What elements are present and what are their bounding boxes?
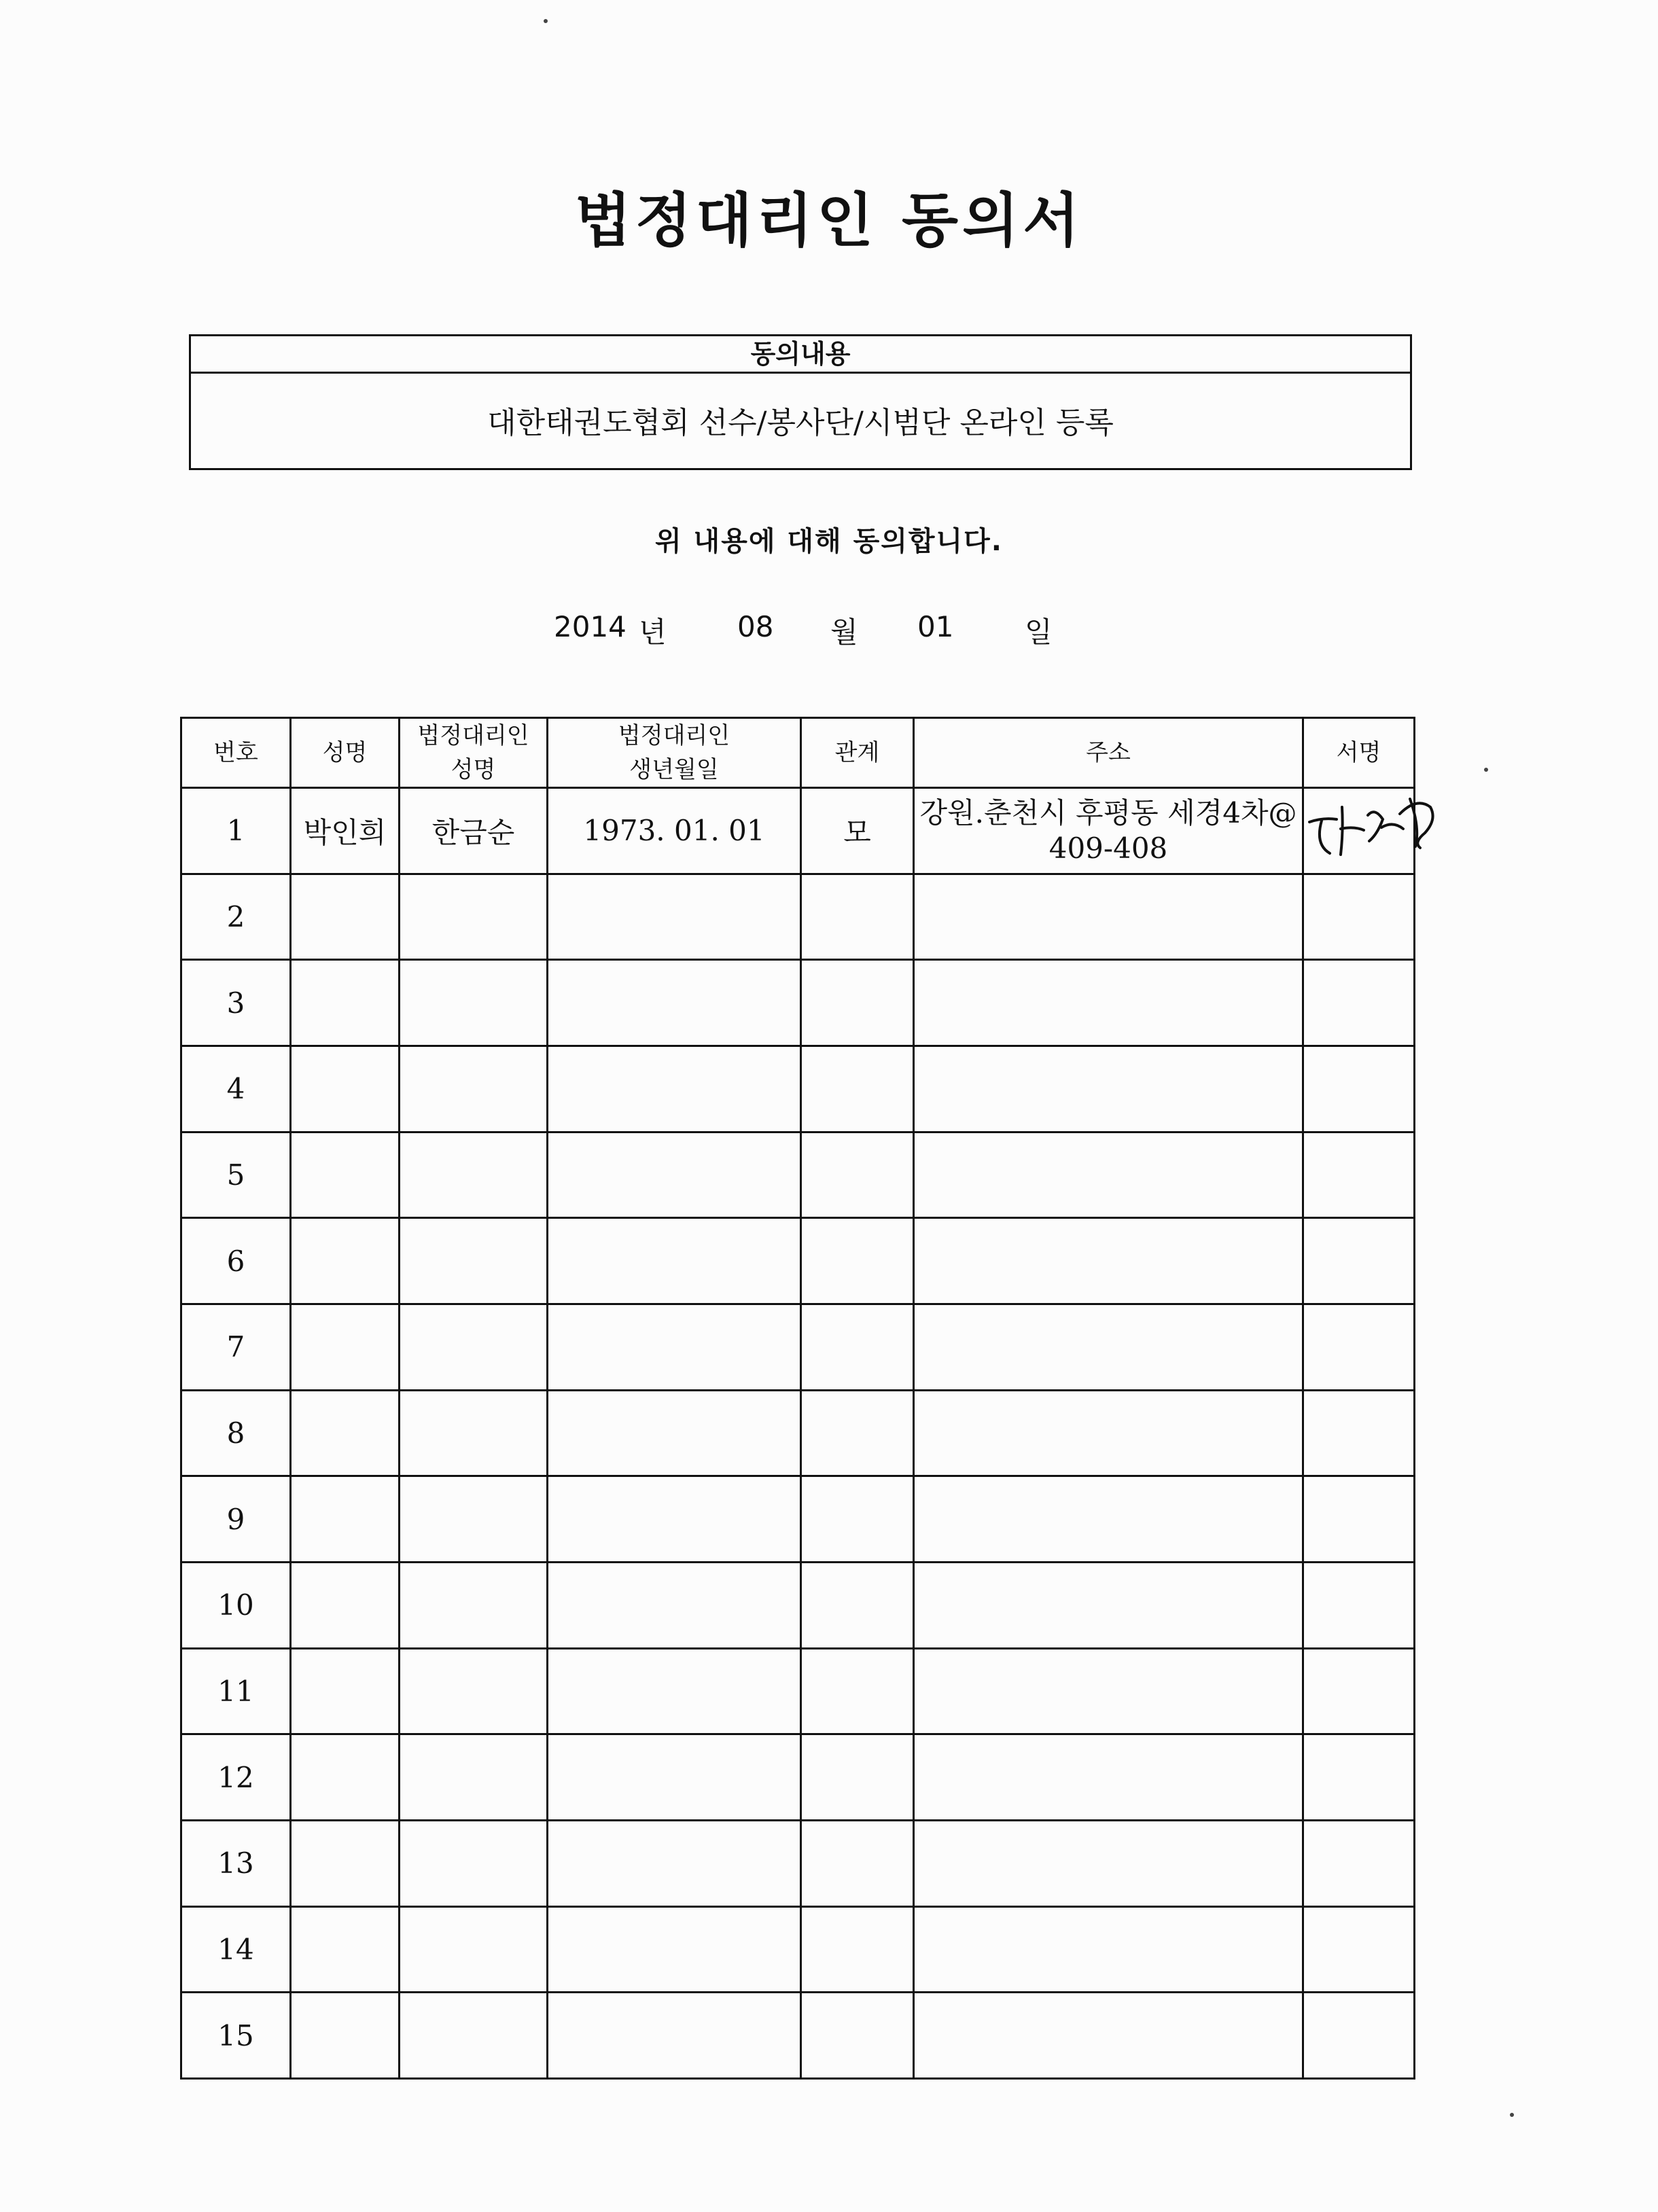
- table-row: [181, 1820, 1415, 1906]
- cell-no: 7: [181, 1304, 291, 1390]
- cell-address: [914, 874, 1303, 960]
- cell-signature: [1303, 1562, 1415, 1648]
- cell-no: 5: [181, 1132, 291, 1218]
- cell-signature: [1303, 1906, 1415, 1993]
- header-no: 번호: [181, 718, 291, 788]
- cell-no: 12: [181, 1734, 291, 1821]
- cell-no: 9: [181, 1476, 291, 1563]
- cell-rep-birth: [548, 960, 801, 1046]
- cell-rep-name: [400, 960, 548, 1046]
- cell-rep-birth: [548, 1562, 801, 1648]
- handwritten-signature: [1301, 780, 1458, 868]
- consent-box: [189, 334, 1412, 470]
- agreement-text: 위 내용에 대해 동의합니다.: [654, 526, 1003, 557]
- cell-rep-birth: [548, 1390, 801, 1476]
- cell-signature: [1303, 1304, 1415, 1390]
- table-row: [181, 1906, 1415, 1993]
- scan-speck: [544, 19, 548, 23]
- cell-signature: [1303, 1046, 1415, 1132]
- table-header-row: [181, 718, 1415, 788]
- header-rep-birth: [548, 718, 801, 788]
- cell-name: [291, 1820, 400, 1906]
- cell-address: [914, 1046, 1303, 1132]
- cell-relation: [801, 1906, 914, 1993]
- cell-relation: [801, 1218, 914, 1304]
- cell-rep-birth: [548, 1046, 801, 1132]
- cell-rep-birth: [548, 1734, 801, 1821]
- header-rep-name-line1: 법정대리인: [417, 722, 529, 749]
- cell-name: [291, 1046, 400, 1132]
- cell-rep-name: [400, 1304, 548, 1390]
- cell-rep-birth: [548, 1993, 801, 2079]
- cell-name: [291, 1906, 400, 1993]
- cell-rep-birth: [548, 874, 801, 960]
- cell-address: [914, 1734, 1303, 1821]
- cell-name: [291, 1993, 400, 2079]
- table-row: [181, 1562, 1415, 1648]
- scan-speck: [1510, 2113, 1514, 2117]
- cell-address: [914, 1993, 1303, 2079]
- cell-relation: [801, 1132, 914, 1218]
- cell-address: [914, 1390, 1303, 1476]
- header-address: 주소: [914, 718, 1303, 788]
- cell-rep-birth: [548, 1218, 801, 1304]
- header-rep-birth-line2: 생년월일: [629, 756, 719, 783]
- cell-name: [291, 1304, 400, 1390]
- cell-no: 2: [181, 874, 291, 960]
- cell-rep-birth: [548, 1906, 801, 1993]
- cell-no: 1: [181, 788, 291, 874]
- header-signature: 서명: [1303, 718, 1415, 788]
- table-row: [181, 1648, 1415, 1734]
- cell-name: [291, 1218, 400, 1304]
- cell-signature: [1303, 960, 1415, 1046]
- cell-relation: [801, 960, 914, 1046]
- cell-signature: [1303, 874, 1415, 960]
- table-row: [181, 874, 1415, 960]
- date-month-unit: 월: [830, 616, 858, 649]
- cell-name: [291, 1648, 400, 1734]
- cell-rep-birth: 1973. 01. 01: [548, 788, 801, 874]
- cell-relation: 모: [801, 788, 914, 874]
- cell-rep-name: [400, 1390, 548, 1476]
- cell-rep-birth: [548, 1304, 801, 1390]
- cell-address: [914, 1132, 1303, 1218]
- scan-speck: [1484, 768, 1488, 772]
- cell-name: [291, 874, 400, 960]
- header-rep-birth-line1: 법정대리인: [618, 722, 730, 749]
- table-body: [181, 788, 1415, 2079]
- cell-signature: [1303, 1648, 1415, 1734]
- cell-no: 10: [181, 1562, 291, 1648]
- cell-relation: [801, 1046, 914, 1132]
- cell-signature: [1303, 1734, 1415, 1821]
- date-month: 08: [737, 610, 774, 643]
- cell-signature: [1303, 1820, 1415, 1906]
- cell-relation: [801, 1304, 914, 1390]
- date-year: 2014: [554, 610, 627, 643]
- cell-name: [291, 960, 400, 1046]
- table-row: [181, 788, 1415, 874]
- cell-rep-name: [400, 1562, 548, 1648]
- table-row: [181, 1476, 1415, 1563]
- cell-rep-name: [400, 874, 548, 960]
- cell-no: 13: [181, 1820, 291, 1906]
- document-title: 법정대리인 동의서: [574, 187, 1084, 255]
- cell-rep-birth: [548, 1132, 801, 1218]
- cell-relation: [801, 874, 914, 960]
- cell-name: [291, 1734, 400, 1821]
- cell-address: [914, 1476, 1303, 1563]
- cell-address-line2: 409-408: [1048, 831, 1168, 865]
- cell-no: 8: [181, 1390, 291, 1476]
- cell-address: [914, 1820, 1303, 1906]
- cell-rep-name: [400, 1993, 548, 2079]
- table-row: [181, 1390, 1415, 1476]
- cell-relation: [801, 1993, 914, 2079]
- header-name: 성명: [291, 718, 400, 788]
- date-day: 01: [917, 610, 954, 643]
- cell-relation: [801, 1390, 914, 1476]
- cell-address: [914, 1906, 1303, 1993]
- cell-rep-name: [400, 1820, 548, 1906]
- cell-rep-birth: [548, 1648, 801, 1734]
- cell-rep-name: [400, 1648, 548, 1734]
- cell-name: 박인희: [291, 788, 400, 874]
- cell-no: 4: [181, 1046, 291, 1132]
- cell-no: 6: [181, 1218, 291, 1304]
- cell-name: [291, 1390, 400, 1476]
- cell-relation: [801, 1648, 914, 1734]
- cell-rep-name: [400, 1906, 548, 1993]
- cell-relation: [801, 1734, 914, 1821]
- representative-table: [180, 717, 1415, 2080]
- cell-signature: [1303, 1132, 1415, 1218]
- cell-name: [291, 1562, 400, 1648]
- cell-rep-birth: [548, 1820, 801, 1906]
- cell-relation: [801, 1562, 914, 1648]
- cell-rep-name: [400, 1218, 548, 1304]
- cell-address: [914, 1218, 1303, 1304]
- cell-signature: [1303, 1993, 1415, 2079]
- cell-address: [914, 960, 1303, 1046]
- cell-rep-name: [400, 1476, 548, 1563]
- cell-relation: [801, 1476, 914, 1563]
- cell-address-line1: 강원.춘천시 후평동 세경4차@: [919, 796, 1297, 830]
- cell-address: [914, 1648, 1303, 1734]
- cell-address: [914, 1304, 1303, 1390]
- cell-rep-name: 한금순: [400, 788, 548, 874]
- cell-relation: [801, 1820, 914, 1906]
- cell-name: [291, 1132, 400, 1218]
- date-day-unit: 일: [1025, 616, 1053, 649]
- table-row: [181, 1046, 1415, 1132]
- consent-content: 대한태권도협회 선수/봉사단/시범단 온라인 등록: [487, 406, 1114, 440]
- cell-rep-birth: [548, 1476, 801, 1563]
- header-rep-name-line2: 성명: [451, 756, 496, 783]
- table-row: [181, 1734, 1415, 1821]
- cell-no: 15: [181, 1993, 291, 2079]
- table-row: [181, 1218, 1415, 1304]
- header-rep-name: [400, 718, 548, 788]
- table-row: [181, 1304, 1415, 1390]
- date-year-unit: 년: [639, 616, 667, 649]
- header-relation: 관계: [801, 718, 914, 788]
- cell-no: 3: [181, 960, 291, 1046]
- cell-name: [291, 1476, 400, 1563]
- cell-signature: [1303, 1390, 1415, 1476]
- cell-rep-name: [400, 1132, 548, 1218]
- table-row: [181, 960, 1415, 1046]
- cell-signature: [1303, 1218, 1415, 1304]
- cell-rep-name: [400, 1046, 548, 1132]
- table-row: [181, 1132, 1415, 1218]
- cell-no: 11: [181, 1648, 291, 1734]
- cell-rep-name: [400, 1734, 548, 1821]
- table-row: [181, 1993, 1415, 2079]
- consent-header: 동의내용: [191, 336, 1410, 374]
- cell-signature: [1303, 1476, 1415, 1563]
- cell-address: [914, 788, 1303, 874]
- cell-address: [914, 1562, 1303, 1648]
- cell-no: 14: [181, 1906, 291, 1993]
